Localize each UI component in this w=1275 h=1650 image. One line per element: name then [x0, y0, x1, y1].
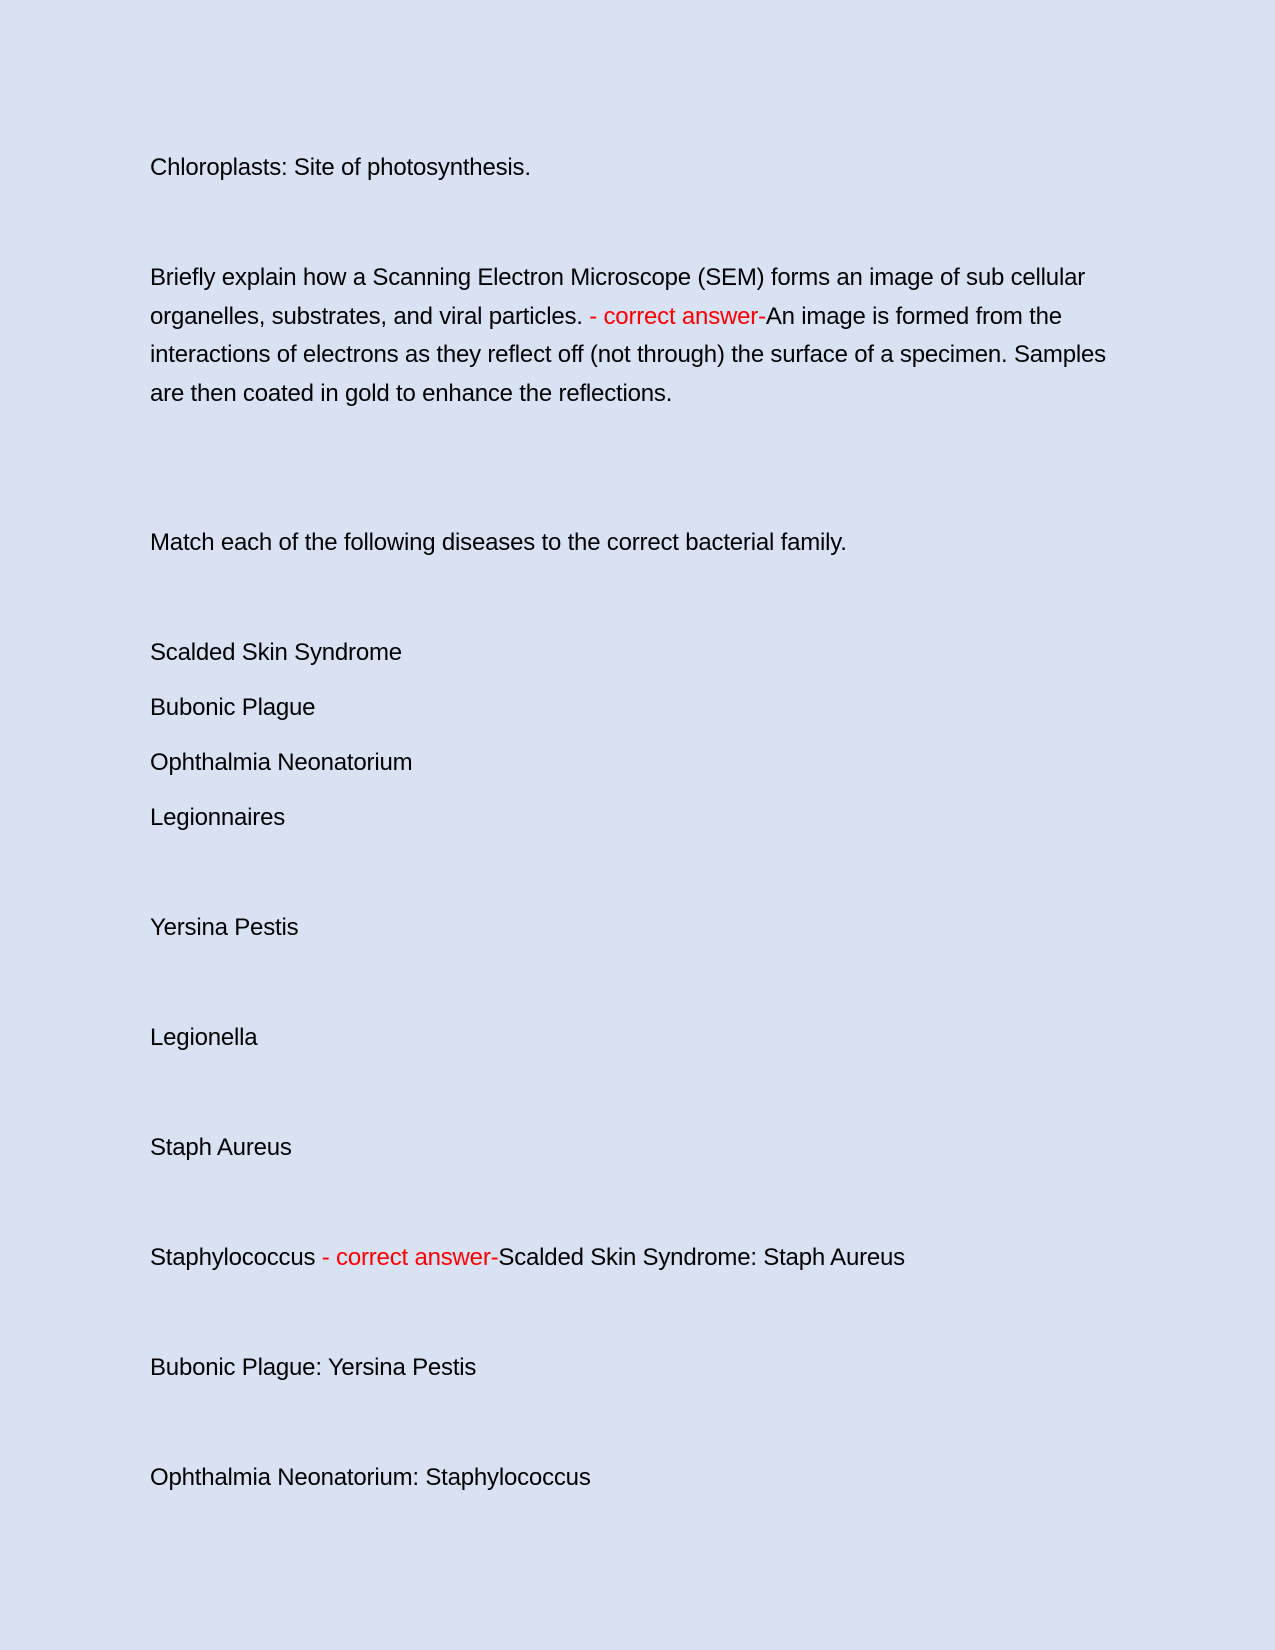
correct-answer-marker: - correct answer- — [589, 302, 766, 330]
match-answer: Bubonic Plague: Yersina Pestis — [150, 1354, 477, 1381]
match-answer: Scalded Skin Syndrome: Staph Aureus — [498, 1244, 905, 1271]
correct-answer-marker: - correct answer- — [321, 1244, 499, 1271]
disease-item: Legionnaires — [150, 804, 286, 831]
match-answer: Ophthalmia Neonatorium: Staphylococcus — [150, 1464, 591, 1491]
sem-question-text: Briefly explain how a Scanning Electron Microscope (SEM) forms an image of sub cellular organelles, substrates, and viral particles. — [150, 264, 1086, 330]
sem-question-block — [150, 259, 1110, 413]
disease-item: Ophthalmia Neonatorium — [150, 749, 413, 776]
bacteria-item: Legionella — [150, 1024, 258, 1051]
disease-item: Bubonic Plague — [150, 694, 316, 721]
sem-answer-text: An image is formed from the interactions of electrons as they reflect off (not through) the surface of a specimen. Samples are then coated in gold to enhance the reflections. — [150, 302, 1106, 407]
chloroplasts-statement: Chloroplasts: Site of photosynthesis. — [150, 154, 531, 181]
match-prompt: Match each of the following diseases to the correct bacterial family. — [150, 529, 847, 556]
bacteria-item: Yersina Pestis — [150, 914, 299, 941]
match-answer-line — [150, 1239, 905, 1278]
bacteria-item: Staph Aureus — [150, 1134, 292, 1161]
bacteria-item: Staphylococcus — [150, 1244, 322, 1271]
disease-item: Scalded Skin Syndrome — [150, 639, 402, 666]
